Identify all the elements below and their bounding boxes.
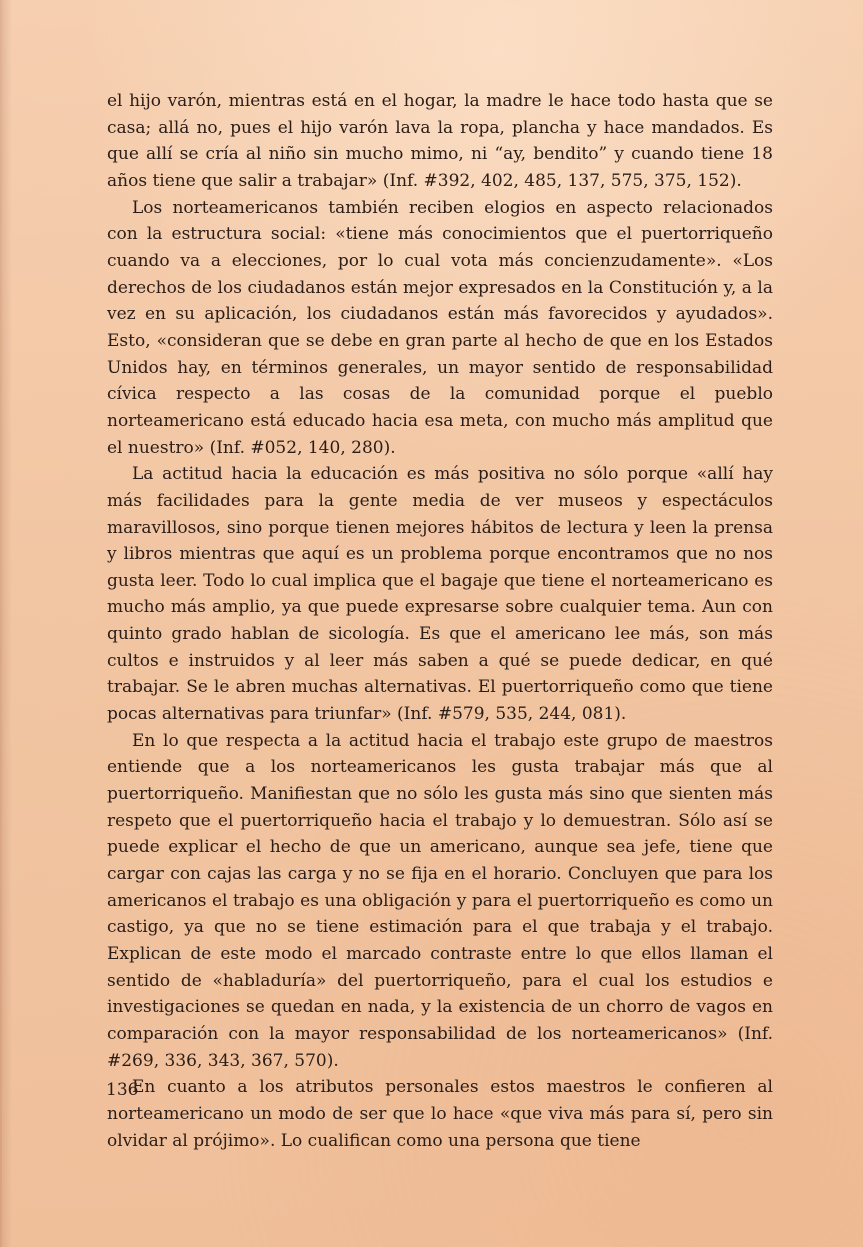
paragraph-work-attitude: En lo que respecta a la actitud hacia el trabajo este grupo de maestros entiende que a los norteamericanos les gusta trabajar más que al puertorriqueño. Manifiestan que no sólo les gusta más sino que sienten más respeto que el puertorriqueño hacia el trabajo y lo demuestran. Sólo así se puede explicar el hecho de que un americano, aunque sea jefe, tiene que cargar con cajas las carga y no se fija en el horario. Concluyen que para los americanos el trabajo es una obligación y para el puertorriqueño es como un castigo, ya que no se tiene estimación para el que trabaja y el trabajo. Explican de este modo el marcado contraste entre lo que ellos llaman el sentido de «habladuría» del puertorriqueño, para el cual los estudios e investigaciones se quedan en nada, y la existencia de un chorro de vagos en comparación con la mayor responsabilidad de los norteamericanos» (Inf. #269, 336, 343, 367, 570).: [107, 730, 773, 1071]
paragraph-education: La actitud hacia la educación es más positiva no sólo porque «allí hay más facilidades para la gente media de ver museos y espectáculos maravillosos, sino porque tienen mejores hábitos de lectura y leen la prensa y libros mientras que aquí es un problema porque encontramos que no nos gusta leer. Todo lo cual implica que el bagaje que tiene el norteamericano es mucho más amplio, ya que puede expresarse sobre cualquier tema. Aun con quinto grado hablan de sicología. Es que el americano lee más, son más cultos e instruidos y al leer más saben a qué se puede dedicar, en qué trabajar. Se le abren muchas alternativas. El puertorriqueño como que tiene pocas alternativas para triunfar» (Inf. #579, 535, 244, 081).: [107, 464, 773, 725]
paragraph-personal-attributes: En cuanto a los atributos personales estos maestros le confieren al norteamericano un modo de ser que lo hace «que viva más para sí, pero sin olvidar al prójimo». Lo cualifican como una persona que tiene: [107, 1077, 773, 1151]
body-text: [107, 88, 773, 1154]
paragraph-continuation: el hijo varón, mientras está en el hogar, la madre le hace todo hasta que se casa; allá no, pues el hijo varón lava la ropa, plancha y hace mandados. Es que allí se cría al niño sin mucho mimo, ni “ay, bendito” y cuando tiene 18 años tiene que salir a trabajar» (Inf. #392, 402, 485, 137, 575, 375, 152).: [107, 91, 773, 191]
paragraph-social-structure: Los norteamericanos también reciben elogios en aspecto relacionados con la estructura social: «tiene más conocimientos que el puertorriqueño cuando va a elecciones, por lo cual vota más concienzudamente». «Los derechos de los ciudadanos están mejor expresados en la Constitución y, a la vez en su aplicación, los ciudadanos están más favorecidos y ayudados». Esto, «consideran que se debe en gran parte al hecho de que en los Estados Unidos hay, en términos generales, un mayor sentido de responsabilidad cívica respecto a las cosas de la comunidad porque el pueblo norteamericano está educado hacia esa meta, con mucho más amplitud que el nuestro» (Inf. #052, 140, 280).: [107, 197, 773, 458]
page-number: 136: [106, 1080, 139, 1100]
